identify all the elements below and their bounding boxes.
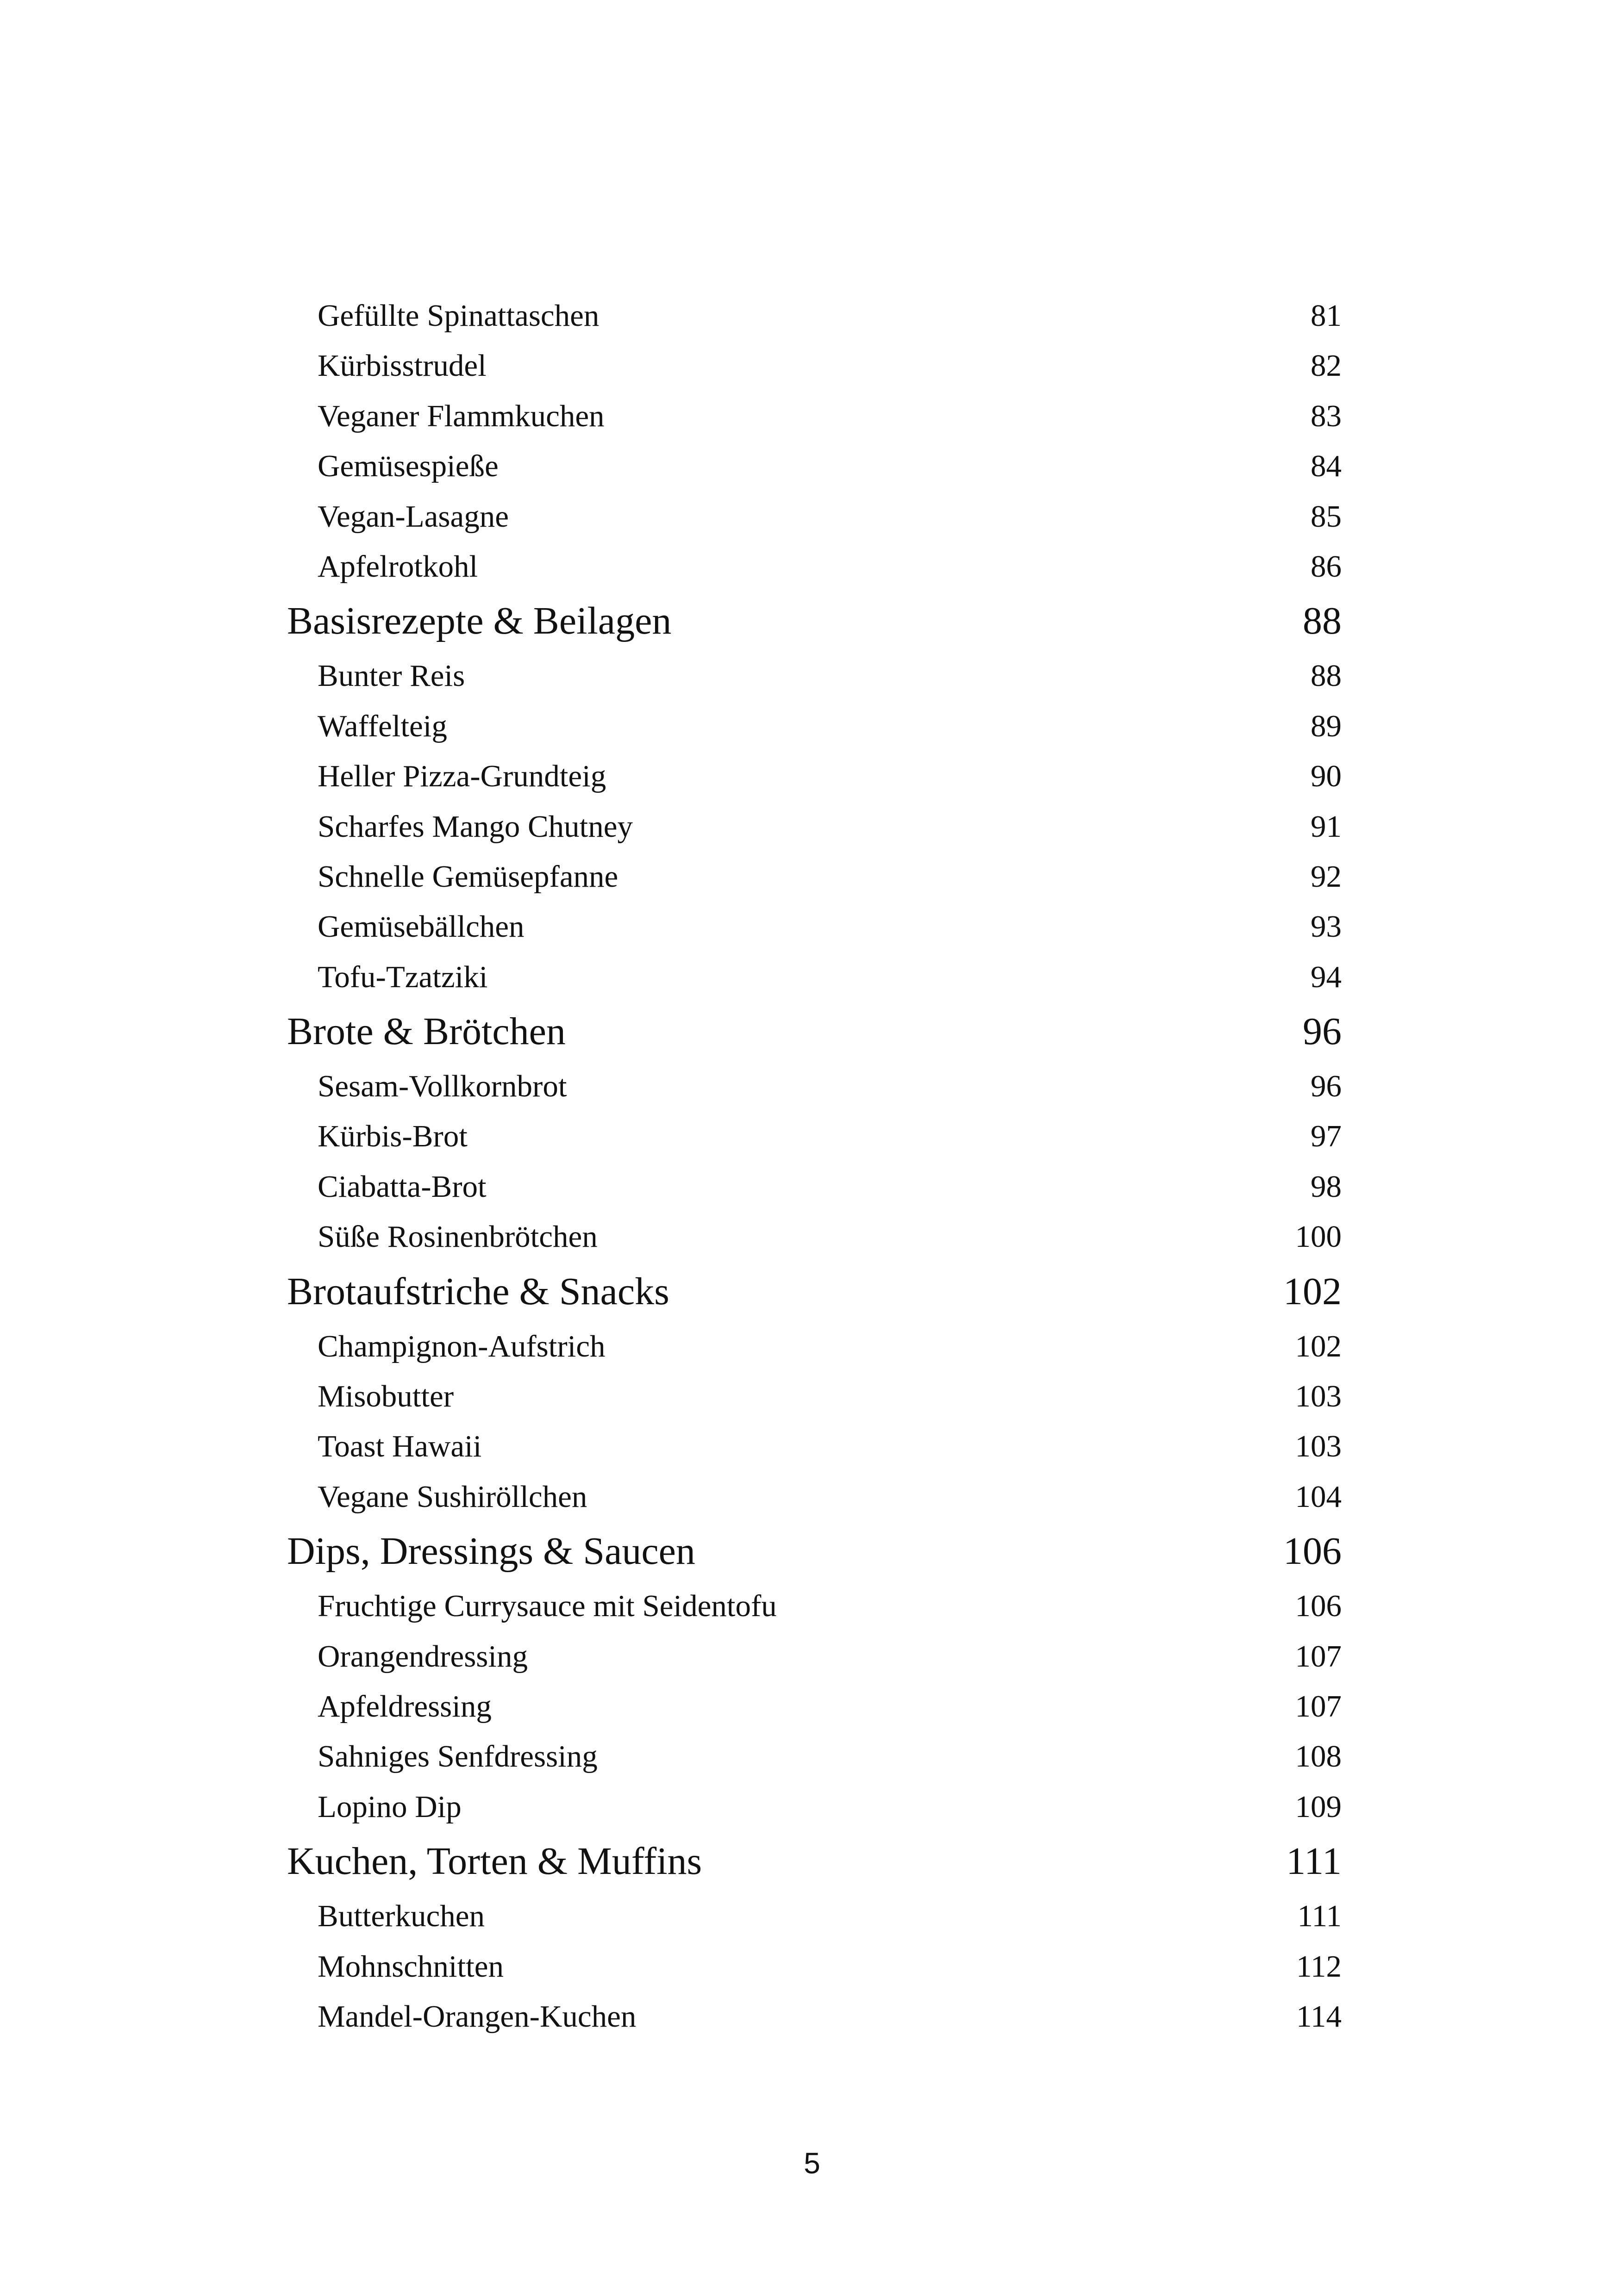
toc-entry[interactable] bbox=[287, 1421, 1342, 1471]
page-number: 5 bbox=[804, 2147, 820, 2180]
toc-page-number: 109 bbox=[1295, 1789, 1342, 1824]
toc-entry-title: Gefüllte Spinattaschen bbox=[318, 299, 600, 333]
toc-entry-title: Gemüsebällchen bbox=[318, 909, 525, 944]
toc-entry[interactable] bbox=[287, 1941, 1342, 1991]
toc-entry[interactable] bbox=[287, 1891, 1342, 1941]
toc-entry[interactable] bbox=[287, 1581, 1342, 1631]
toc-page-number: 96 bbox=[1311, 1069, 1342, 1104]
toc-entry[interactable] bbox=[287, 852, 1342, 902]
toc-page-number: 97 bbox=[1311, 1119, 1342, 1154]
toc-entry[interactable] bbox=[287, 1162, 1342, 1212]
toc-entry[interactable] bbox=[287, 1111, 1342, 1161]
toc-page-number: 111 bbox=[1286, 1840, 1342, 1883]
toc-entry-title: Fruchtige Currysauce mit Seidentofu bbox=[318, 1589, 777, 1624]
toc-entry[interactable] bbox=[287, 1782, 1342, 1832]
toc-entry-title: Orangendressing bbox=[318, 1639, 528, 1674]
toc-page-number: 103 bbox=[1295, 1379, 1342, 1414]
toc-entry[interactable] bbox=[287, 341, 1342, 391]
toc-section-entry[interactable] bbox=[287, 1522, 1342, 1581]
toc-entry[interactable] bbox=[287, 701, 1342, 751]
toc-entry[interactable] bbox=[287, 751, 1342, 801]
toc-entry-title: Sesam-Vollkornbrot bbox=[318, 1069, 567, 1104]
toc-section-title: Brotaufstriche & Snacks bbox=[287, 1269, 669, 1313]
toc-page-number: 96 bbox=[1303, 1010, 1342, 1053]
toc-entry-title: Heller Pizza-Grundteig bbox=[318, 759, 606, 794]
toc-page-number: 98 bbox=[1311, 1169, 1342, 1204]
toc-entry-title: Apfeldressing bbox=[318, 1689, 492, 1724]
toc-entry[interactable] bbox=[287, 391, 1342, 441]
toc-entry-title: Schnelle Gemüsepfanne bbox=[318, 859, 618, 894]
toc-entry[interactable] bbox=[287, 441, 1342, 491]
toc-page-number: 90 bbox=[1311, 759, 1342, 794]
toc-page-number: 107 bbox=[1295, 1639, 1342, 1674]
toc-entry-title: Vegane Sushiröllchen bbox=[318, 1479, 587, 1514]
toc-page-number: 83 bbox=[1311, 398, 1342, 433]
toc-section-entry[interactable] bbox=[287, 1002, 1342, 1061]
toc-entry-title: Kürbisstrudel bbox=[318, 348, 487, 383]
toc-page-number: 94 bbox=[1311, 959, 1342, 994]
toc-page-number: 107 bbox=[1295, 1689, 1342, 1724]
toc-section-entry[interactable] bbox=[287, 1832, 1342, 1891]
toc-entry-title: Waffelteig bbox=[318, 709, 447, 743]
toc-entry[interactable] bbox=[287, 1212, 1342, 1262]
toc-entry[interactable] bbox=[287, 651, 1342, 701]
toc-section-title: Kuchen, Torten & Muffins bbox=[287, 1840, 702, 1883]
toc-entry-title: Tofu-Tzatziki bbox=[318, 959, 488, 994]
toc-entry-title: Mohnschnitten bbox=[318, 1949, 504, 1984]
toc-page-number: 103 bbox=[1295, 1429, 1342, 1464]
toc-entry[interactable] bbox=[287, 1472, 1342, 1522]
toc-entry-title: Champignon-Aufstrich bbox=[318, 1329, 606, 1363]
toc-page-number: 88 bbox=[1311, 659, 1342, 693]
toc-entry-title: Bunter Reis bbox=[318, 659, 465, 693]
toc-entry-title: Misobutter bbox=[318, 1379, 454, 1414]
toc-entry[interactable] bbox=[287, 1371, 1342, 1421]
toc-page-number: 104 bbox=[1295, 1479, 1342, 1514]
toc-page-number: 91 bbox=[1311, 809, 1342, 844]
toc-page-number: 102 bbox=[1283, 1269, 1342, 1313]
toc-entry[interactable] bbox=[287, 541, 1342, 591]
toc-entry[interactable] bbox=[287, 1731, 1342, 1781]
toc-entry-title: Veganer Flammkuchen bbox=[318, 398, 605, 433]
toc-section-entry[interactable] bbox=[287, 1262, 1342, 1321]
toc-page-number: 93 bbox=[1311, 909, 1342, 944]
toc-page-number: 100 bbox=[1295, 1220, 1342, 1254]
toc-entry-title: Ciabatta-Brot bbox=[318, 1169, 487, 1204]
toc-page-number: 106 bbox=[1283, 1530, 1342, 1573]
toc-page-number: 88 bbox=[1303, 599, 1342, 643]
toc-page-number: 106 bbox=[1295, 1589, 1342, 1624]
toc-page-number: 102 bbox=[1295, 1329, 1342, 1363]
toc-entry-title: Kürbis-Brot bbox=[318, 1119, 468, 1154]
toc-entry-title: Toast Hawaii bbox=[318, 1429, 482, 1464]
toc-section-entry[interactable] bbox=[287, 591, 1342, 651]
toc-page-number: 108 bbox=[1295, 1739, 1342, 1774]
toc-page-number: 89 bbox=[1311, 709, 1342, 743]
toc-entry[interactable] bbox=[287, 492, 1342, 541]
table-of-contents bbox=[287, 291, 1342, 2041]
toc-entry[interactable] bbox=[287, 1991, 1342, 2041]
toc-entry-title: Süße Rosinenbrötchen bbox=[318, 1220, 598, 1254]
toc-entry-title: Gemüsespieße bbox=[318, 449, 499, 484]
toc-page-number: 92 bbox=[1311, 859, 1342, 894]
toc-page-number: 81 bbox=[1311, 299, 1342, 333]
toc-entry[interactable] bbox=[287, 802, 1342, 852]
toc-page-number: 85 bbox=[1311, 499, 1342, 534]
toc-section-title: Basisrezepte & Beilagen bbox=[287, 599, 672, 643]
toc-entry[interactable] bbox=[287, 1631, 1342, 1681]
toc-entry-title: Scharfes Mango Chutney bbox=[318, 809, 633, 844]
toc-entry-title: Sahniges Senfdressing bbox=[318, 1739, 598, 1774]
toc-entry[interactable] bbox=[287, 902, 1342, 952]
toc-entry[interactable] bbox=[287, 1061, 1342, 1111]
toc-page-number: 82 bbox=[1311, 348, 1342, 383]
toc-page-number: 112 bbox=[1296, 1949, 1342, 1984]
toc-entry-title: Mandel-Orangen-Kuchen bbox=[318, 1999, 637, 2034]
toc-entry-title: Lopino Dip bbox=[318, 1789, 462, 1824]
toc-entry-title: Vegan-Lasagne bbox=[318, 499, 509, 534]
toc-section-title: Dips, Dressings & Saucen bbox=[287, 1530, 695, 1573]
toc-section-title: Brote & Brötchen bbox=[287, 1010, 566, 1053]
toc-page-number: 84 bbox=[1311, 449, 1342, 484]
toc-page-number: 86 bbox=[1311, 549, 1342, 584]
toc-entry[interactable] bbox=[287, 291, 1342, 341]
toc-entry-title: Butterkuchen bbox=[318, 1899, 485, 1934]
toc-entry[interactable] bbox=[287, 1681, 1342, 1731]
toc-entry-title: Apfelrotkohl bbox=[318, 549, 478, 584]
toc-entry[interactable] bbox=[287, 952, 1342, 1002]
toc-entry[interactable] bbox=[287, 1321, 1342, 1371]
toc-page-number: 111 bbox=[1297, 1899, 1342, 1934]
toc-page-number: 114 bbox=[1296, 1999, 1342, 2034]
